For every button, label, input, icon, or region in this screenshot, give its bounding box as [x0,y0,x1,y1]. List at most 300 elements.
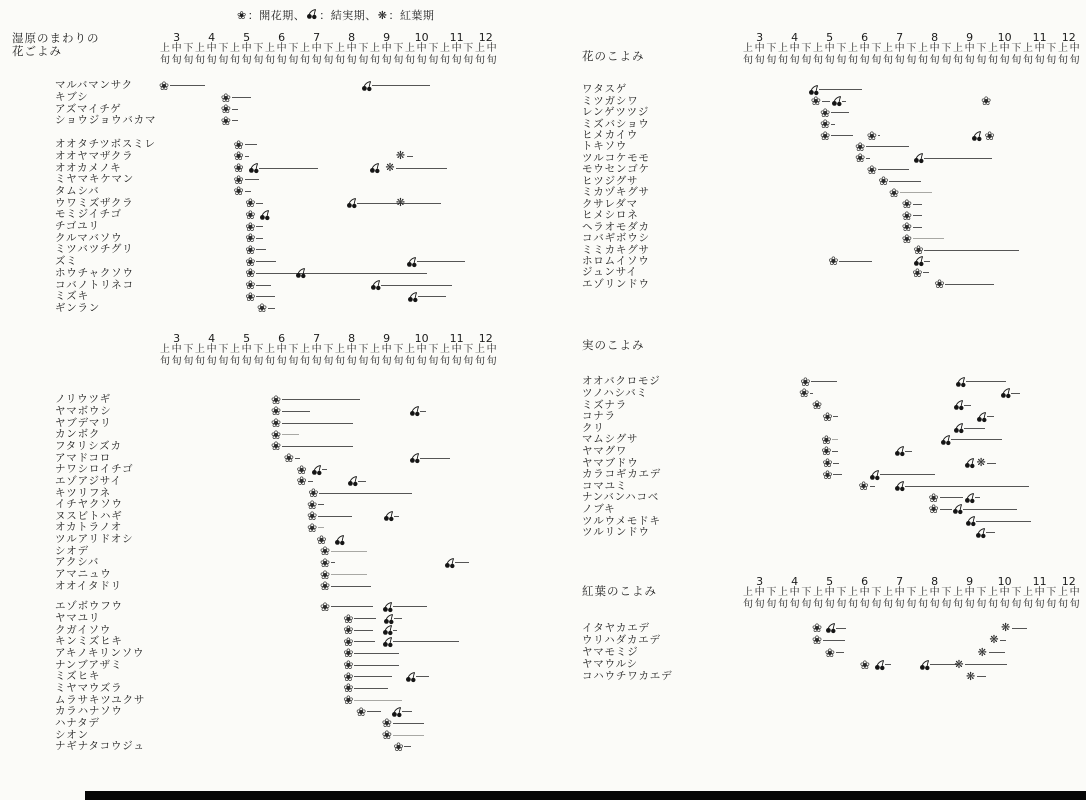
plant-name: オオタチツボスミレ [55,138,156,151]
jun-header: 中 [171,344,182,355]
period-line [866,158,870,159]
period-line [418,296,446,297]
jun-header: 旬 [789,55,800,66]
jun-header: 旬 [754,599,765,610]
plant-name: オオヤマザクラ [55,149,134,162]
jun-header: 旬 [451,55,462,66]
period-line [331,562,335,563]
jun-header: 上 [1022,587,1033,598]
chart-legend [236,7,434,23]
flowering-mark: ❀ [901,208,912,223]
month-label: 4 [208,332,216,345]
month-label: 12 [478,31,493,44]
flowering-mark: ❀ [912,265,923,280]
period-line [404,746,411,747]
jun-header: 旬 [952,599,963,610]
jun-header: 下 [428,43,439,54]
plant-name: ヤマユリ [55,612,101,625]
period-line [831,124,835,125]
period-line [381,285,452,286]
fruiting-mark [976,411,988,423]
plant-name: ハナタデ [55,716,100,729]
plant-name: オカトラノオ [55,521,123,534]
jun-header: 旬 [346,55,357,66]
flowering-mark: ❀ [245,242,256,257]
jun-header: 旬 [871,55,882,66]
period-line [259,168,318,169]
period-line [393,735,424,736]
jun-header: 旬 [358,356,369,367]
jun-header: 中 [381,344,392,355]
period-line [832,451,837,452]
period-line [354,676,392,677]
plant-name: ノブキ [582,502,616,515]
period-line [420,458,450,459]
jun-header: 旬 [882,55,893,66]
plant-name: マムシグサ [582,433,639,446]
flowering-mark: ❀ [233,184,244,199]
jun-header: 下 [1046,587,1057,598]
jun-header: 下 [836,587,847,598]
period-line [810,393,813,394]
autumn-color-mark: ❋ [977,645,987,659]
plant-name: ズミ [55,255,78,268]
flowering-mark: ❀ [381,716,392,731]
plant-name: ナンブアザミ [55,658,123,671]
flowering-mark: ❀ [928,502,939,517]
period-line [913,215,922,216]
jun-header: 下 [358,344,369,355]
month-label: 10 [997,31,1012,44]
flowering-mark: ❀ [233,149,244,164]
jun-header: 下 [801,587,812,598]
month-label: 9 [966,575,974,588]
jun-header: 旬 [206,356,217,367]
period-line [878,135,880,136]
period-line [986,532,995,533]
jun-header: 中 [824,587,835,598]
jun-header: 旬 [801,55,812,66]
jun-header: 旬 [334,55,345,66]
jun-header: 旬 [358,55,369,66]
plant-name: ウリハダカエデ [582,633,661,646]
jun-header: 旬 [766,55,777,66]
fruiting-mark [334,534,346,546]
flowering-mark: ❀ [343,681,354,696]
month-label: 6 [861,31,869,44]
plant-name: モミジイチゴ [55,208,122,221]
period-line [245,191,252,192]
month-label: 6 [861,575,869,588]
jun-header: 旬 [393,356,404,367]
jun-header: 上 [952,43,963,54]
flowering-mark: ❀ [343,669,354,684]
month-label: 7 [313,332,321,345]
panel-title-marsh-line2: 花ごよみ [12,44,62,58]
plant-name: ミヤマウズラ [55,681,123,694]
period-line [455,562,470,563]
jun-header: 旬 [824,599,835,610]
flowering-mark: ❀ [159,78,170,93]
period-line [256,261,275,262]
flowering-mark: ❀ [245,289,256,304]
fruiting-mark [1000,387,1012,399]
jun-header: 旬 [742,599,753,610]
plant-name: ナンバンハコベ [582,491,660,504]
autumn-color-mark: ❋ [976,456,986,469]
jun-header: 上 [847,43,858,54]
fruiting-mark [405,671,417,683]
jun-header: 旬 [871,599,882,610]
jun-header: 中 [451,344,462,355]
month-label: 4 [208,31,216,44]
period-line [977,676,986,677]
jun-header: 旬 [299,55,310,66]
legend-colon: ： [247,9,260,22]
jun-header: 上 [1057,43,1068,54]
fruiting-mark [953,422,965,434]
period-line [358,481,366,482]
jun-header: 旬 [241,55,252,66]
period-line [945,284,994,285]
plant-name: ミズキ [55,290,89,303]
flowering-mark: ❀ [308,486,319,501]
jun-header: 下 [358,43,369,54]
period-line [407,156,414,157]
jun-header: 上 [404,43,415,54]
jun-header: 旬 [812,599,823,610]
period-line [832,439,837,440]
jun-header: 下 [288,344,299,355]
period-line [331,551,367,552]
fruiting-mark [361,80,373,92]
jun-header: 旬 [288,356,299,367]
jun-header: 上 [812,587,823,598]
fruiting-mark [971,130,983,142]
flowering-mark: ❀ [283,451,294,466]
jun-header: 旬 [964,55,975,66]
period-line [256,249,266,250]
period-line [989,652,1005,653]
jun-header: 上 [987,43,998,54]
jun-header: 中 [311,344,322,355]
period-line [354,653,399,654]
period-line [839,261,871,262]
jun-header: 上 [369,43,380,54]
flowering-mark: ❀ [824,645,835,660]
jun-header: 旬 [882,599,893,610]
jun-header: 旬 [288,55,299,66]
jun-header: 旬 [836,599,847,610]
flowering-mark: ❀ [319,544,331,559]
legend-colon: ： [388,9,400,22]
jun-header: 下 [766,43,777,54]
jun-header: 下 [871,43,882,54]
jun-header: 旬 [941,55,952,66]
period-line [232,97,251,98]
period-line [354,688,387,689]
jun-header: 下 [976,43,987,54]
flowering-mark: ❀ [888,185,900,200]
month-label: 3 [756,31,764,44]
jun-header: 旬 [276,356,287,367]
jun-header: 上 [882,43,893,54]
jun-header: 上 [987,587,998,598]
month-label: 8 [931,575,939,588]
period-line [318,504,323,505]
autumn-color-mark: ❋ [989,633,999,647]
plant-name: ヒツジグサ [582,174,639,187]
jun-header: 旬 [929,599,940,610]
jun-header: 旬 [229,356,240,367]
plant-name: タムシバ [55,184,100,197]
flowering-mark: ❀ [820,117,831,132]
jun-header: 旬 [486,356,497,367]
legend-separator: 、 [365,9,377,22]
jun-header: 下 [183,344,194,355]
jun-header: 旬 [171,356,182,367]
legend-colon: ： [319,9,331,22]
jun-header: 下 [428,344,439,355]
plant-name: ナギナタコウジュ [55,740,145,753]
autumn-color-mark: ❋ [954,657,964,671]
jun-header: 上 [194,344,205,355]
jun-header: 下 [463,344,474,355]
jun-header: 下 [393,43,404,54]
jun-header: 旬 [812,55,823,66]
jun-header: 中 [381,43,392,54]
flowering-mark: ❀ [901,220,912,235]
jun-header: 下 [941,43,952,54]
flowering-mark: ❀ [220,102,231,117]
jun-header: 上 [812,43,823,54]
period-line [256,285,271,286]
period-line [256,296,274,297]
jun-header: 上 [334,344,345,355]
period-line [976,521,1032,522]
period-line [924,158,991,159]
plant-name: コナラ [582,410,616,423]
jun-header: 旬 [766,599,777,610]
period-line [245,156,249,157]
period-line [354,665,399,666]
jun-header: 下 [323,43,334,54]
flowering-mark: ❀ [343,611,354,626]
plant-name: カラコギカエデ [582,468,662,481]
period-line [402,711,412,712]
period-line [965,664,1007,665]
jun-header: 旬 [486,55,497,66]
jun-header: 旬 [742,55,753,66]
plant-name: ジュンサイ [582,266,638,279]
autumn-color-mark: ❋ [385,161,395,175]
plant-name: ヘラオモダカ [582,220,650,233]
month-label: 3 [756,575,764,588]
plant-name: ミミカキグサ [582,243,650,256]
panel-title-fruits: 実のこよみ [582,338,645,352]
jun-header: 上 [194,43,205,54]
flowering-mark: ❀ [866,162,877,177]
period-line [966,381,1005,382]
jun-header: 中 [276,344,287,355]
flowering-mark: ❀ [245,266,256,281]
plant-name: エゾアジサイ [55,474,122,487]
period-line [416,676,428,677]
flowering-mark: ❀ [319,599,331,614]
jun-header: 上 [159,43,170,54]
legend-label-fruiting: 結実期 [330,9,366,22]
flowering-mark: ❀ [245,219,256,234]
jun-header: 中 [999,587,1010,598]
flowering-mark: ❀ [220,90,231,105]
panel-title-marsh [12,32,100,58]
period-line [354,700,401,701]
jun-header: 中 [859,43,870,54]
period-line [354,630,372,631]
jun-header: 上 [229,43,240,54]
jun-header: 中 [1034,43,1045,54]
plant-name: コハウチワカエデ [582,670,673,683]
plant-name: オオイタドリ [55,579,122,592]
flowering-mark: ❀ [901,197,912,212]
plant-name: ミカヅキグサ [582,186,650,199]
jun-header: 中 [346,43,357,54]
plant-name: ヒメカイウ [582,129,639,142]
autumn-color-mark: ❋ [965,669,976,683]
flowering-mark: ❀ [319,567,331,582]
flowering-mark: ❀ [901,231,912,246]
month-label: 3 [173,332,181,345]
fruiting-mark [248,162,260,174]
jun-header: 旬 [929,55,940,66]
jun-header: 上 [742,587,753,598]
month-label: 11 [449,332,464,345]
period-line [232,120,239,121]
period-line [256,238,263,239]
plant-name: マルバマンサク [55,79,133,92]
jun-header: 中 [929,587,940,598]
period-line [318,527,323,528]
plant-name: コマユミ [582,479,628,492]
fruiting-mark [825,622,837,634]
fruiting-mark [975,527,987,539]
plant-name: ノリウツギ [55,393,112,406]
flowering-mark: ❀ [822,456,833,470]
jun-header: 中 [964,43,975,54]
legend-separator: 、 [293,9,306,22]
plant-name: ミズナラ [582,398,627,411]
month-label: 4 [791,31,799,44]
jun-header: 下 [183,43,194,54]
jun-header: 旬 [1011,55,1022,66]
flowering-mark: ❀ [981,94,992,109]
fruiting-mark [955,376,967,388]
jun-header: 中 [929,43,940,54]
month-label: 8 [348,31,356,44]
plant-name: ヤマウルシ [582,658,638,671]
plant-name: クガイソウ [55,623,112,636]
plant-name: イタヤカエデ [582,621,650,634]
month-label: 11 [449,31,464,44]
month-label: 3 [173,31,181,44]
legend-label-autumn: 紅葉期 [399,9,435,22]
period-line [836,628,846,629]
jun-header: 旬 [801,599,812,610]
jun-header: 中 [1034,587,1045,598]
period-line [354,641,375,642]
jun-header: 上 [369,344,380,355]
flowering-mark: ❀ [270,392,282,407]
jun-header: 旬 [941,599,952,610]
jun-header: 旬 [976,599,987,610]
period-line [833,474,842,475]
jun-header: 上 [917,43,928,54]
cherry-icon [306,8,318,23]
plant-name: ミヤマキケマン [55,173,135,186]
period-line [282,399,360,400]
fruiting-mark [874,659,886,671]
flowering-mark: ❀ [811,621,823,636]
jun-header: 旬 [311,356,322,367]
panel-title-marsh-line1: 湿原のまわりの [12,31,100,45]
jun-header: 旬 [323,55,334,66]
jun-header: 旬 [253,356,264,367]
fruiting-mark [383,510,395,522]
jun-header: 中 [894,43,905,54]
jun-header: 旬 [159,356,170,367]
flowering-mark: ❀ [913,243,924,258]
jun-header: 旬 [183,356,194,367]
month-label: 10 [414,31,429,44]
jun-header: 旬 [952,55,963,66]
flowering-mark: ❀ [270,427,282,442]
fruiting-mark [964,492,976,504]
jun-header: 上 [264,344,275,355]
month-label: 10 [414,332,429,345]
jun-header: 旬 [416,55,427,66]
jun-header: 上 [882,587,893,598]
jun-header: 中 [276,43,287,54]
plant-name: シオン [55,728,89,741]
jun-header: 旬 [847,599,858,610]
jun-header: 中 [486,344,497,355]
jun-header: 旬 [439,55,450,66]
period-line [900,192,932,193]
fruiting-mark [409,405,421,417]
jun-header: 下 [393,344,404,355]
jun-header: 下 [218,43,229,54]
jun-header: 旬 [917,599,928,610]
jun-header: 下 [836,43,847,54]
fruiting-mark [952,503,964,515]
plant-name: アズマイチゲ [55,102,122,115]
jun-header: 旬 [1022,55,1033,66]
flowering-mark: ❀ [878,174,889,189]
jun-header: 旬 [836,55,847,66]
flowering-mark: ❀ [296,474,307,489]
fruiting-mark [409,452,421,464]
jun-header: 中 [241,43,252,54]
fruiting-mark [869,469,881,481]
jun-header: 旬 [393,55,404,66]
jun-header: 中 [206,344,217,355]
jun-header: 上 [917,587,928,598]
flowering-mark: ❀ [220,113,231,128]
period-line [1011,393,1020,394]
jun-header: 中 [486,43,497,54]
plant-name: ツルウメモドキ [582,514,661,527]
autumn-leaf-icon: ❋ [377,8,388,22]
